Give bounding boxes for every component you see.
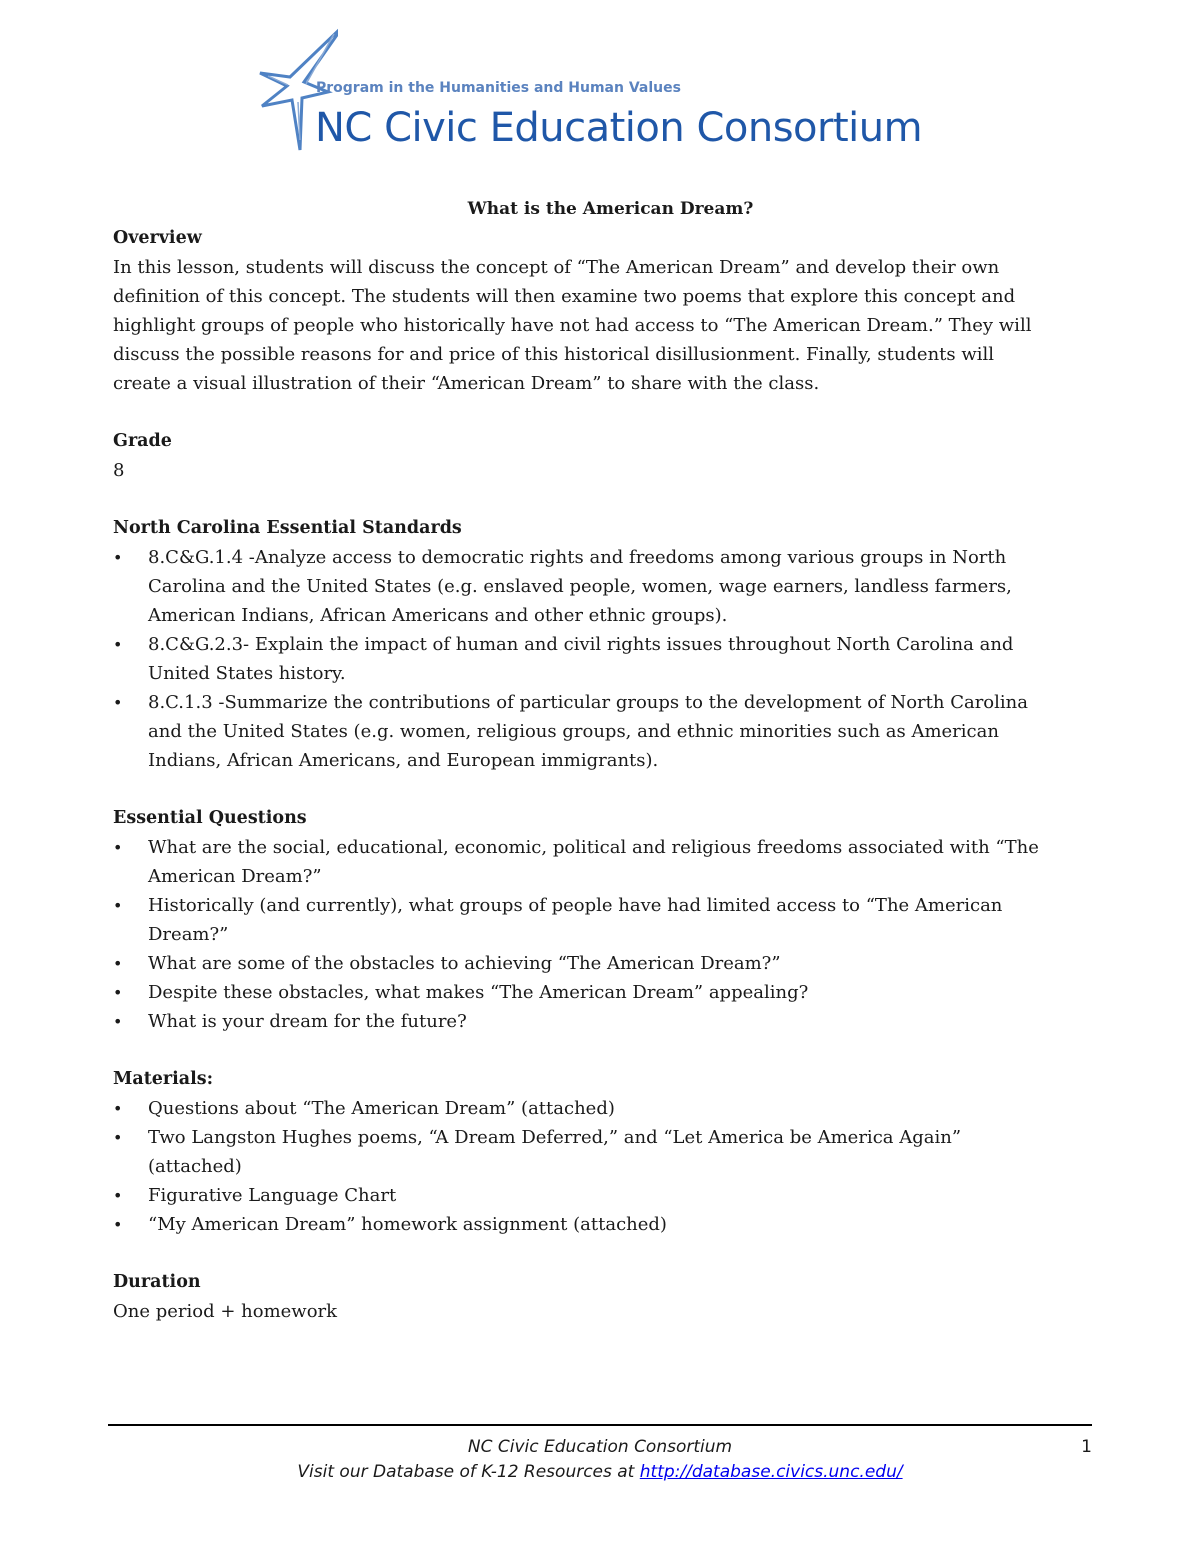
list-item: • 8.C&G.1.4 -Analyze access to democratic rights and freedoms among various groups in North Carolina and the United States (e.g. enslaved people, women, wage earners, landless farmers, American Indians, African Americans and other ethnic groups). [113, 543, 1098, 630]
list-item: • 8.C.1.3 -Summarize the contributions of particular groups to the development of North Carolina and the United States (e.g. women, religious groups, and ethnic minorities such as American Indians, African Americans, and European immigrants). [113, 688, 1098, 775]
overview-line: definition of this concept. The students will then examine two poems that explore this concept and [113, 286, 1016, 307]
list-item: • What is your dream for the future? [113, 1007, 1098, 1036]
standards-list [113, 543, 1098, 775]
list-item: • What are the social, educational, economic, political and religious freedoms associated with “The American Dream?” [113, 833, 1098, 891]
grade-section [113, 427, 1098, 485]
overview-line: create a visual illustration of their “American Dream” to share with the class. [113, 373, 820, 394]
grade-value: 8 [113, 460, 125, 481]
lesson-title: What is the American Dream? [467, 199, 754, 219]
consortium-logo [258, 22, 938, 157]
overview-text [113, 253, 1098, 398]
list-item: • Despite these obstacles, what makes “The American Dream” appealing? [113, 978, 1098, 1007]
duration-section [113, 1268, 1098, 1326]
overview-line: highlight groups of people who historically have not had access to “The American Dream.” They will [113, 315, 1032, 336]
questions-heading: Essential Questions [113, 808, 307, 828]
logo-subtitle: Program in the Humanities and Human Values [316, 80, 681, 96]
list-item: • “My American Dream” homework assignment (attached) [113, 1210, 1098, 1239]
duration-heading: Duration [113, 1272, 201, 1292]
list-item: • Questions about “The American Dream” (attached) [113, 1094, 1098, 1123]
list-item: • Two Langston Hughes poems, “A Dream Deferred,” and “Let America be America Again” (attached) [113, 1123, 1098, 1181]
materials-section [113, 1065, 1098, 1239]
database-link[interactable]: http://database.civics.unc.edu/ [639, 1462, 903, 1482]
list-item: • 8.C&G.2.3- Explain the impact of human and civil rights issues throughout North Carolina and United States history. [113, 630, 1098, 688]
questions-list [113, 833, 1098, 1036]
overview-section [113, 224, 1098, 398]
page-footer [108, 1435, 1092, 1485]
overview-heading: Overview [113, 228, 202, 248]
page-number: 1 [1081, 1437, 1092, 1457]
logo-title: NC Civic Education Consortium [315, 105, 923, 151]
standards-heading: North Carolina Essential Standards [113, 518, 462, 538]
overview-line: discuss the possible reasons for and price of this historical disillusionment. Finally, students will [113, 344, 995, 365]
standards-section [113, 514, 1098, 775]
duration-value: One period + homework [113, 1301, 338, 1322]
materials-list [113, 1094, 1098, 1239]
grade-heading: Grade [113, 431, 172, 451]
footer-divider [108, 1424, 1092, 1426]
list-item: • Figurative Language Chart [113, 1181, 1098, 1210]
document-body [113, 195, 1098, 1326]
overview-line: In this lesson, students will discuss the concept of “The American Dream” and develop their own [113, 257, 1000, 278]
footer-visit [108, 1460, 1092, 1485]
list-item: • Historically (and currently), what groups of people have had limited access to “The American Dream?” [113, 891, 1098, 949]
list-item: • What are some of the obstacles to achieving “The American Dream?” [113, 949, 1098, 978]
footer-org: NC Civic Education Consortium [467, 1437, 733, 1457]
footer-visit-text: Visit our Database of K-12 Resources at [297, 1462, 640, 1482]
questions-section [113, 804, 1098, 1036]
materials-heading: Materials: [113, 1069, 214, 1089]
